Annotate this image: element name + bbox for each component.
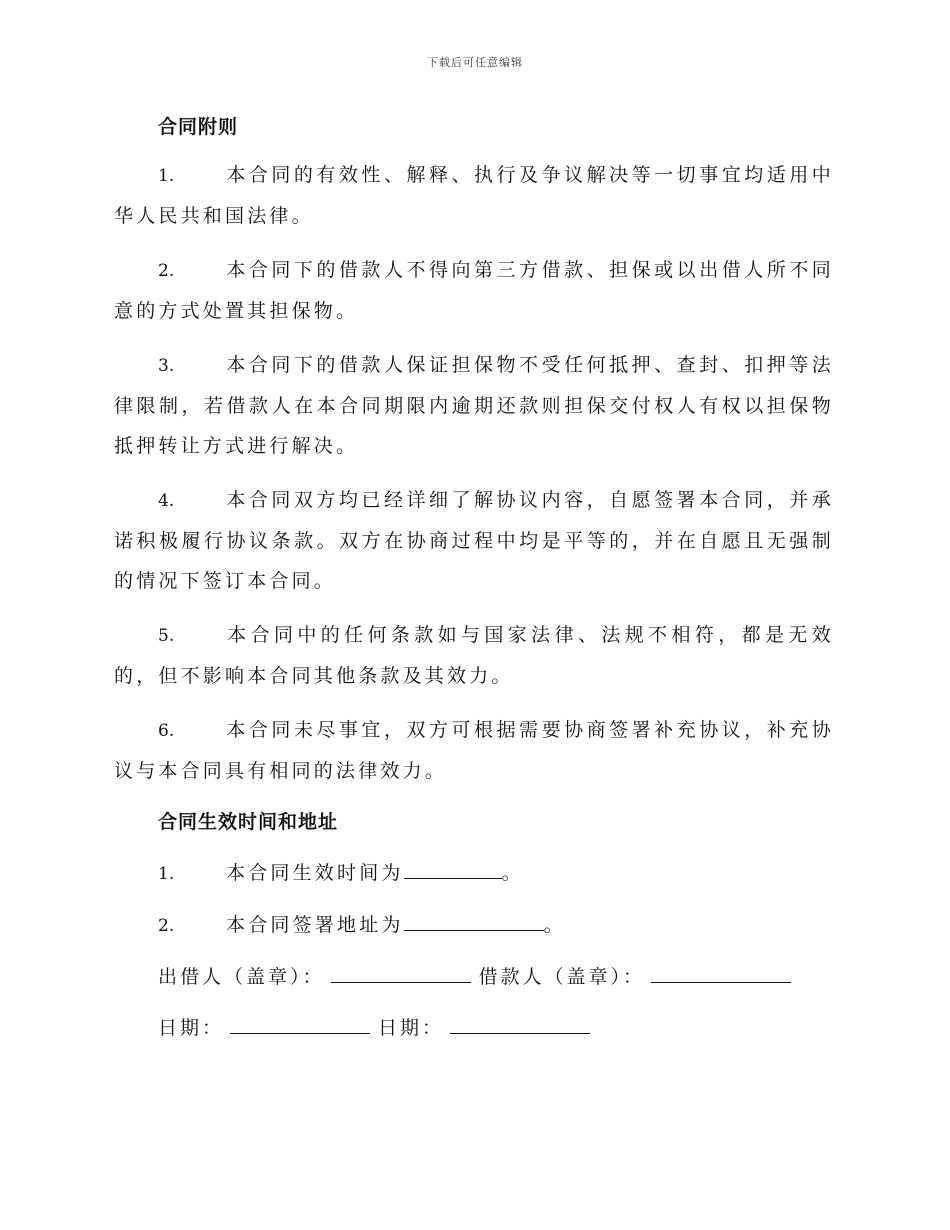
clause-1: [114, 155, 834, 236]
borrower-seal-blank[interactable]: [651, 962, 791, 983]
seal-line: [158, 957, 834, 997]
clause-2: [114, 250, 834, 331]
borrower-date-blank[interactable]: [450, 1013, 590, 1034]
sign-address-label: 本合同签署地址为: [226, 914, 404, 936]
clause-number: 6.: [158, 721, 175, 741]
clause-6: [114, 710, 834, 791]
clause-text: 本合同下的借款人不得向第三方借款、担保或以出借人所不同意的方式处置其担保物。: [114, 259, 834, 322]
clause-text: 本合同下的借款人保证担保物不受任何抵押、查封、扣押等法律限制，若借款人在本合同期限内逾期还款则担保交付权人有权以担保物抵押转让方式进行解决。: [114, 354, 834, 457]
clause-number: 2.: [158, 916, 175, 936]
clause-3: [114, 345, 834, 466]
clause-4: [114, 480, 834, 601]
clause-number: 5.: [158, 626, 175, 646]
date-line: [158, 1008, 834, 1048]
clause-text: 本合同中的任何条款如与国家法律、法规不相符，都是无效的，但不影响本合同其他条款及其效力。: [114, 624, 834, 687]
section-title-effective: 合同生效时间和地址: [158, 811, 339, 833]
effective-time-line: [114, 853, 834, 894]
clause-number: 3.: [158, 356, 175, 376]
clause-text: 本合同双方均已经详细了解协议内容，自愿签署本合同，并承诺积极履行协议条款。双方在协商过程中均是平等的，并在自愿且无强制的情况下签订本合同。: [114, 489, 834, 592]
lender-date-label: 日期：: [158, 1017, 225, 1039]
sentence-end: 。: [501, 862, 524, 884]
clause-number: 1.: [158, 166, 175, 186]
clause-number: 1.: [158, 864, 175, 884]
section-title-appendix: 合同附则: [158, 116, 239, 138]
effective-time-blank[interactable]: [404, 858, 502, 879]
lender-date-blank[interactable]: [230, 1013, 370, 1034]
effective-time-label: 本合同生效时间为: [226, 862, 404, 884]
page-header-note: 下载后可任意编辑: [427, 56, 523, 69]
clause-number: 4.: [158, 491, 175, 511]
clause-5: [114, 615, 834, 696]
contract-document: [114, 110, 834, 1048]
lender-seal-blank[interactable]: [331, 962, 471, 983]
sign-address-line: [114, 905, 834, 946]
sentence-end: 。: [543, 914, 566, 936]
lender-seal-label: 出借人（盖章）：: [158, 966, 325, 988]
clause-number: 2.: [158, 261, 175, 281]
borrower-date-label: 日期：: [378, 1017, 445, 1039]
clause-text: 本合同未尽事宜，双方可根据需要协商签署补充协议，补充协议与本合同具有相同的法律效力。: [114, 719, 834, 782]
clause-text: 本合同的有效性、解释、执行及争议解决等一切事宜均适用中华人民共和国法律。: [114, 164, 834, 227]
sign-address-blank[interactable]: [404, 910, 544, 931]
borrower-seal-label: 借款人（盖章）：: [478, 966, 646, 988]
